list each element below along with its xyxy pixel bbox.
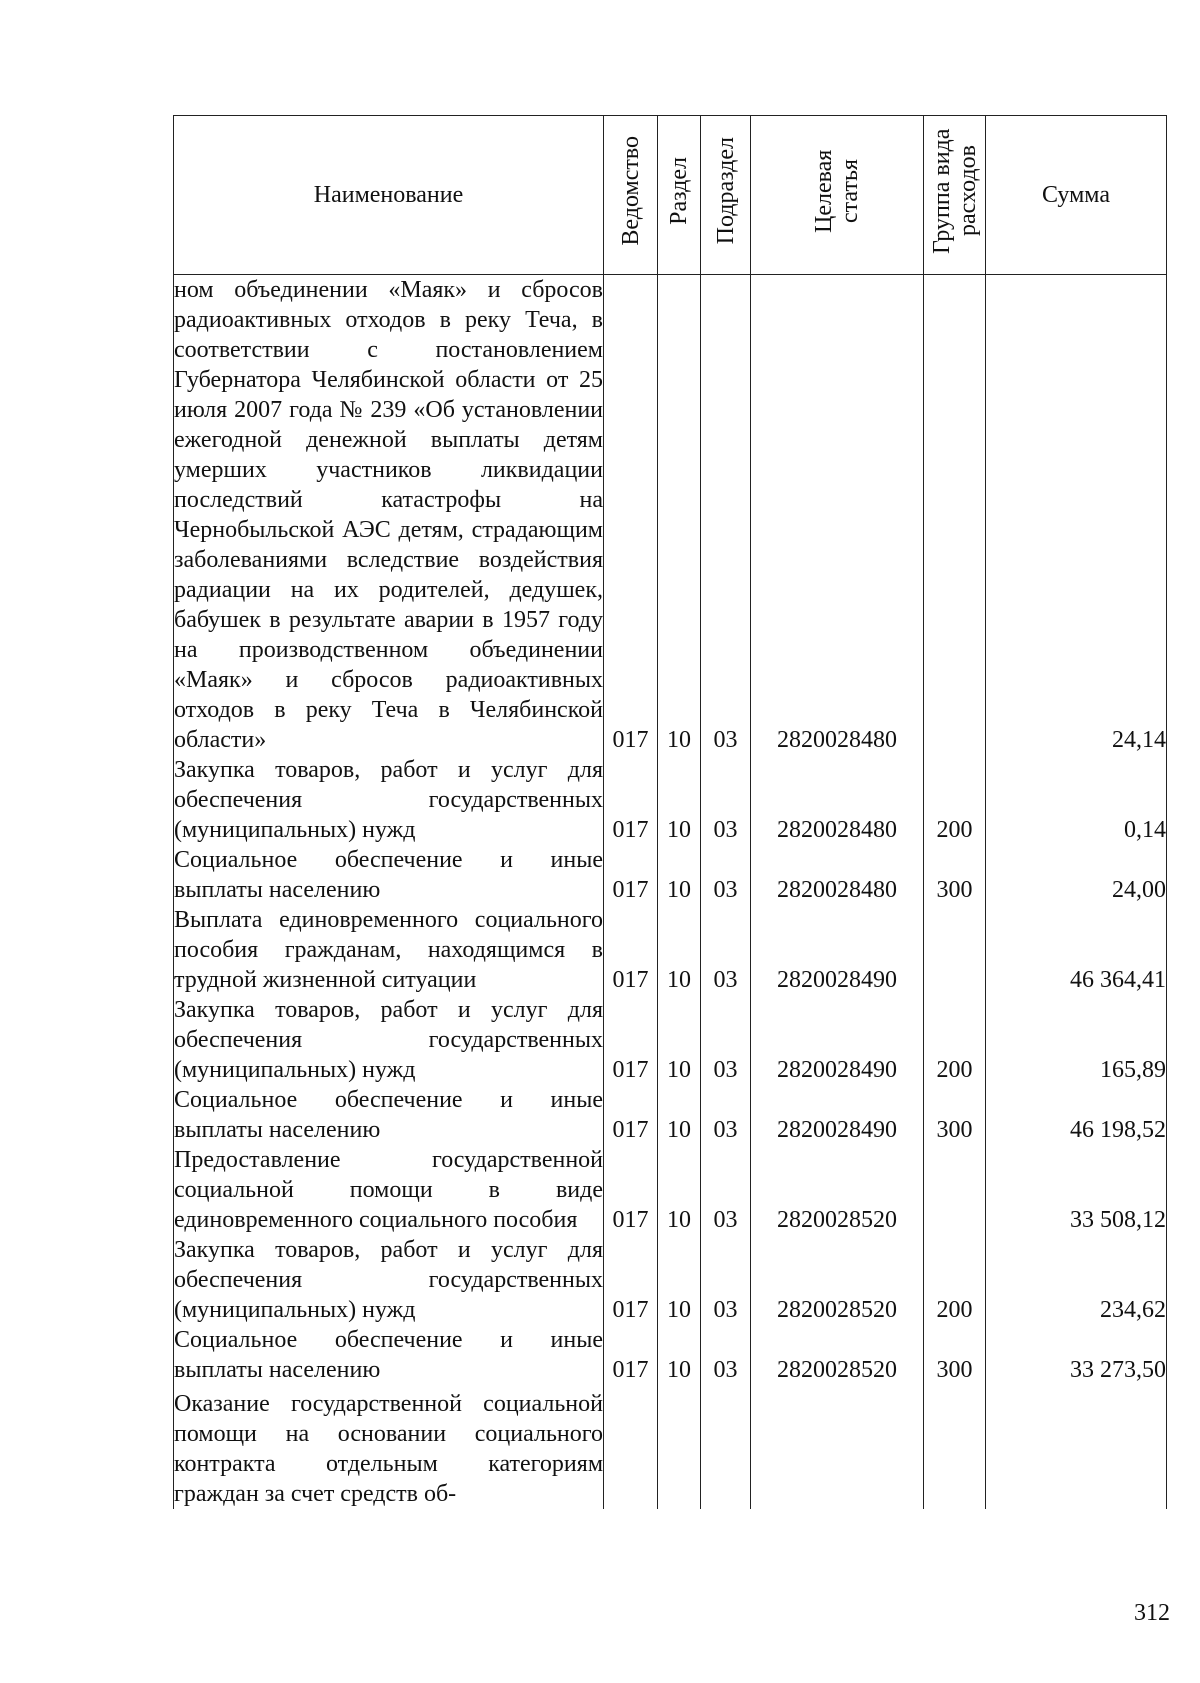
table-row [174,1235,1167,1325]
row-subsection: 03 [701,275,751,756]
table-row [174,905,1167,995]
row-amount: 46 364,41 [986,905,1167,995]
header-target-article: Целевая статья [751,116,924,275]
row-amount: 33 508,12 [986,1145,1167,1235]
table-row [174,1145,1167,1235]
row-subsection [701,1385,751,1509]
header-amount: Сумма [986,116,1167,275]
row-section: 10 [658,755,701,845]
row-department: 017 [604,755,658,845]
row-department: 017 [604,905,658,995]
row-subsection: 03 [701,1235,751,1325]
header-name: Наименование [174,116,604,275]
table-header-row [174,116,1167,275]
row-amount: 46 198,52 [986,1085,1167,1145]
row-article: 2820028480 [751,275,924,756]
row-article: 2820028480 [751,755,924,845]
row-section [658,1385,701,1509]
row-department: 017 [604,1325,658,1385]
budget-table [173,115,1167,1509]
row-name: Закупка товаров, работ и услуг для обеспечения государственных (муниципальных) нужд [174,757,603,843]
row-name: Социальное обеспечение и иные выплаты населению [174,1327,603,1383]
row-section: 10 [658,1325,701,1385]
row-name: Предоставление государственной социальной помощи в виде единовременного социального пособия [174,1147,603,1233]
header-section: Раздел [658,116,701,275]
table-row [174,1085,1167,1145]
row-name: Оказание государственной социальной помощи на основании социального контракта отдельным категориям граждан за счет средств об- [174,1385,604,1509]
header-subsection: Подраздел [701,116,751,275]
row-amount: 33 273,50 [986,1325,1167,1385]
row-section: 10 [658,1235,701,1325]
table-row [174,275,1167,756]
table-row [174,995,1167,1085]
row-group [924,1385,986,1509]
row-department [604,1385,658,1509]
row-section: 10 [658,1085,701,1145]
row-group: 300 [924,1085,986,1145]
row-amount: 24,00 [986,845,1167,905]
row-subsection: 03 [701,905,751,995]
row-section: 10 [658,995,701,1085]
row-article [751,1385,924,1509]
row-subsection: 03 [701,1085,751,1145]
row-subsection: 03 [701,1145,751,1235]
table-row [174,755,1167,845]
row-article: 2820028520 [751,1325,924,1385]
row-name: Закупка товаров, работ и услуг для обеспечения государственных (муниципальных) нужд [174,997,603,1083]
row-department: 017 [604,1145,658,1235]
header-expense-group: Группа вида расходов [924,116,986,275]
row-group: 200 [924,995,986,1085]
row-group [924,1145,986,1235]
table-row [174,845,1167,905]
row-group: 300 [924,1325,986,1385]
row-subsection: 03 [701,755,751,845]
table-row [174,1385,1167,1509]
row-amount: 234,62 [986,1235,1167,1325]
row-section: 10 [658,845,701,905]
row-section: 10 [658,1145,701,1235]
row-section: 10 [658,905,701,995]
row-amount: 24,14 [986,275,1167,756]
row-department: 017 [604,845,658,905]
table-row [174,1325,1167,1385]
row-group: 200 [924,1235,986,1325]
row-article: 2820028480 [751,845,924,905]
row-name: Социальное обеспечение и иные выплаты населению [174,847,603,903]
row-subsection: 03 [701,1325,751,1385]
row-amount: 165,89 [986,995,1167,1085]
row-group [924,275,986,756]
row-name: ном объединении «Маяк» и сбросов радиоактивных отходов в реку Теча, в соответствии с постановлением Губернатора Челябинской области от 25 июля 2007 года № 239 «Об установлении ежегодной денежной выплаты детям умерших участников ликвидации последствий катастрофы на Чернобыльской АЭС детям, страдающим заболеваниями вследствие воздействия радиации на их родителей, дедушек, бабушек в результате аварии в 1957 году на производственном объединении «Маяк» и сбросов радиоактивных отходов в реку Теча в Челябинской области» [174,275,604,756]
row-department: 017 [604,1085,658,1145]
row-name: Социальное обеспечение и иные выплаты населению [174,1087,603,1143]
row-department: 017 [604,995,658,1085]
row-group [924,905,986,995]
row-article: 2820028490 [751,1085,924,1145]
row-article: 2820028520 [751,1235,924,1325]
row-name: Выплата единовременного социального пособия гражданам, находящимся в трудной жизненной ситуации [174,907,603,993]
row-article: 2820028520 [751,1145,924,1235]
row-article: 2820028490 [751,995,924,1085]
page-number: 312 [1134,1600,1170,1626]
row-group: 300 [924,845,986,905]
header-department: Ведомство [604,116,658,275]
row-amount [986,1385,1167,1509]
row-subsection: 03 [701,995,751,1085]
row-subsection: 03 [701,845,751,905]
row-article: 2820028490 [751,905,924,995]
row-section: 10 [658,275,701,756]
row-department: 017 [604,1235,658,1325]
row-amount: 0,14 [986,755,1167,845]
row-name: Закупка товаров, работ и услуг для обеспечения государственных (муниципальных) нужд [174,1237,603,1323]
row-department: 017 [604,275,658,756]
row-group: 200 [924,755,986,845]
